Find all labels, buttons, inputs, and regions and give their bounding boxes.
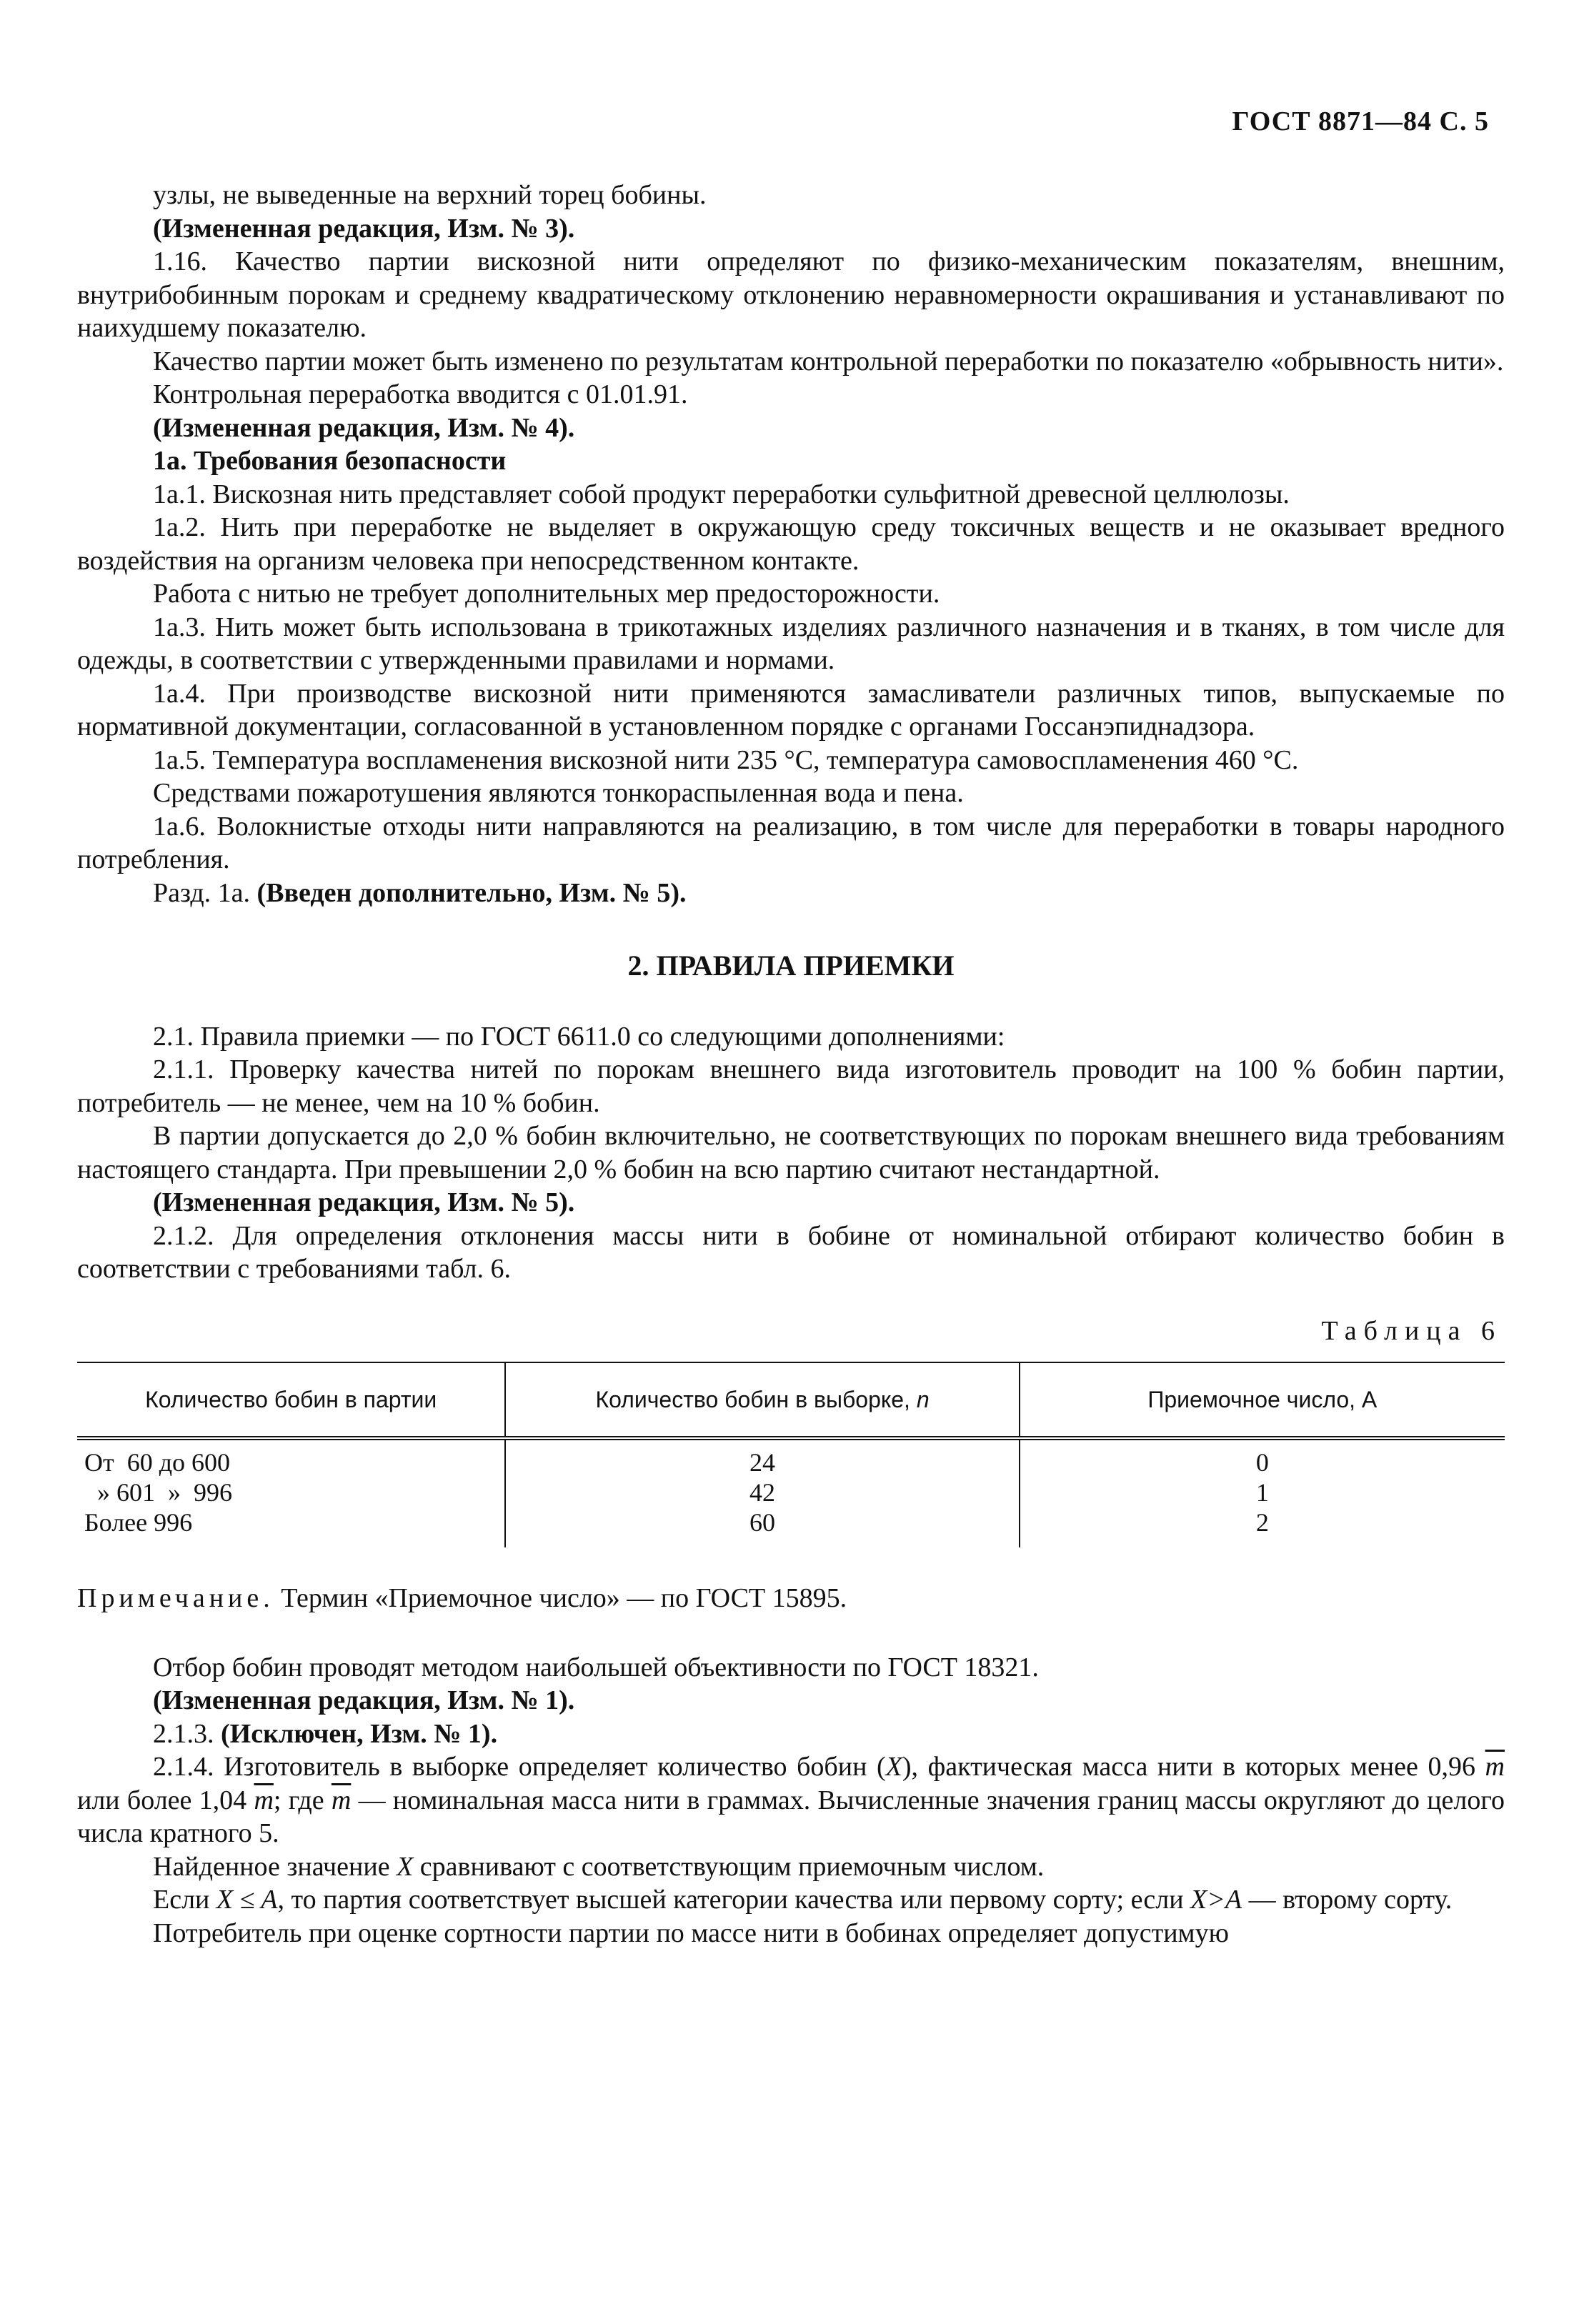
paragraph: Средствами пожаротушения являются тонкораспыленная вода и пена.: [153, 778, 964, 808]
paragraph: 1а.3. Нить может быть использована в трикотажных изделиях различного назначения и в тканях, в том числе для одежды, в соответствии с утвержденными правилами и нормами.: [77, 612, 1505, 675]
paragraph: 1.16. Качество партии вискозной нити определяют по физико-механическим показателям, внешним, внутрибобинным порокам и среднему квадратическому отклонению неравномерности окрашивания и устанавливают по наихудшему показателю.: [77, 246, 1505, 343]
section-2-paragraphs: [77, 1020, 1505, 1286]
cond-text-b: , то партия соответствует высшей категории качества или первому сорту; если: [277, 1885, 1191, 1915]
cond-text-c: — второму сорту.: [1242, 1885, 1453, 1915]
paragraph: 2.1.1. Проверку качества нитей по порокам внешнего вида изготовитель проводит на 100 % бобин партии, потребитель — не менее, чем на 10 % бобин.: [77, 1054, 1505, 1118]
var-x: X: [885, 1752, 902, 1782]
paragraph-condition: [77, 1883, 1505, 1917]
table-note: [77, 1582, 1505, 1615]
paragraph: 1а.1. Вискозная нить представляет собой продукт переработки сульфитной древесной целлюлозы.: [153, 479, 1290, 509]
condition-le: X ≤ A: [216, 1885, 278, 1915]
p213-bold: (Исключен, Изм. № 1).: [221, 1718, 498, 1749]
paragraph-2-1-3: [77, 1717, 1505, 1751]
table-cell: » 601 » 996: [77, 1477, 505, 1507]
paragraph: В партии допускается до 2,0 % бобин включительно, не соответствующих по порокам внешнего вида требованиям настоящего стандарта. При превышении 2,0 % бобин на всю партию считают нестандартной.: [77, 1121, 1505, 1185]
table-cell: 1: [1255, 1478, 1269, 1507]
table-header-cell: [505, 1362, 1019, 1438]
document-body: [77, 179, 1505, 1950]
razd-bold: (Введен дополнительно, Изм. № 5).: [256, 877, 687, 908]
var-m-bar: $\overline{m}$: [254, 1785, 274, 1815]
table-cell: 24: [505, 1438, 1019, 1477]
section-2-continued: [77, 1651, 1505, 1717]
table-cell: От 60 до 600: [77, 1438, 505, 1477]
page-header: ГОСТ 8871—84 С. 5: [1232, 106, 1489, 136]
paragraph: узлы, не выведенные на верхний торец бобины.: [153, 180, 707, 210]
table-header-cell: Приемочное число, А: [1020, 1362, 1505, 1438]
var-m-bar: $\overline{m}$: [1485, 1752, 1505, 1782]
paragraph: 1а.5. Температура воспламенения вискозной нити 235 °С, температура самовоспламенения 460 °С.: [153, 744, 1299, 775]
paragraph-last: Потребитель при оценке сортности партии по массе нити в бобинах определяет допустимую: [153, 1917, 1229, 1948]
razd-note: [77, 877, 1505, 910]
section-1-paragraphs: [77, 179, 1505, 877]
var-x: X: [397, 1851, 414, 1882]
p214-text-c: или более 1,04: [77, 1785, 254, 1815]
paragraph: Работа с нитью не требует дополнительных мер предосторожности.: [153, 579, 940, 609]
paragraph: Качество партии может быть изменено по результатам контрольной переработки по показателю «обрывность нити».: [153, 346, 1504, 376]
razd-prefix: Разд. 1а.: [153, 877, 257, 908]
p214-text-b: ), фактическая масса нити в которых менее 0,96: [902, 1752, 1485, 1782]
table-row: [77, 1507, 1505, 1547]
table-row: [77, 1477, 1505, 1507]
p214-text-d: ; где: [273, 1785, 332, 1815]
p214-text-e: — номинальная масса нити в граммах. Вычисленные значения границ массы округляют до целого числа кратного 5.: [77, 1785, 1505, 1848]
table-header-cell: Количество бобин в партии: [77, 1362, 505, 1438]
table-6: [77, 1362, 1505, 1547]
paragraph: Отбор бобин проводят методом наибольшей объективности по ГОСТ 18321.: [153, 1652, 1039, 1682]
paragraph: (Измененная редакция, Изм. № 5).: [153, 1187, 575, 1217]
table-body: [77, 1438, 1505, 1547]
found-text-b: сравнивают с соответствующим приемочным числом.: [413, 1851, 1045, 1882]
paragraph: (Измененная редакция, Изм. № 1).: [153, 1685, 575, 1715]
paragraph: 1а.2. Нить при переработке не выделяет в окружающую среду токсичных веществ и не оказывает вредного воздействия на организм человека при непосредственном контакте.: [77, 512, 1505, 576]
paragraph: 2.1. Правила приемки — по ГОСТ 6611.0 со следующими дополнениями:: [153, 1021, 1005, 1052]
table-header-text: Количество бобин в выборке,: [595, 1387, 917, 1412]
table-caption: Таблица 6: [1321, 1315, 1502, 1346]
p214-text-a: 2.1.4. Изготовитель в выборке определяет количество бобин (: [153, 1752, 886, 1782]
note-label: Примечание.: [77, 1583, 274, 1613]
paragraph: (Измененная редакция, Изм. № 3).: [153, 213, 575, 244]
paragraph: (Измененная редакция, Изм. № 4).: [153, 412, 575, 443]
var-m-bar: $\overline{m}$: [331, 1785, 352, 1815]
paragraph-found-value: [77, 1850, 1505, 1884]
section-title: 2. ПРАВИЛА ПРИЕМКИ: [627, 949, 955, 982]
table-cell: 60: [505, 1507, 1019, 1547]
table-header-n: n: [916, 1387, 930, 1412]
table-cell: 42: [505, 1477, 1019, 1507]
table-header-row: [77, 1362, 1505, 1438]
condition-gt: X>A: [1190, 1885, 1242, 1915]
table-cell: 2: [1255, 1508, 1269, 1537]
paragraph: 2.1.2. Для определения отклонения массы нити в бобине от номинальной отбирают количество бобин в соответствии с требованиями табл. 6.: [77, 1220, 1505, 1284]
note-text: Термин «Приемочное число» — по ГОСТ 15895.: [274, 1583, 847, 1613]
cond-text-a: Если: [153, 1885, 216, 1915]
paragraph: 1а. Требования безопасности: [153, 446, 507, 476]
paragraph: Контрольная переработка вводится с 01.01.91.: [153, 379, 688, 409]
paragraph: 1а.4. При производстве вискозной нити применяются замасливатели различных типов, выпускаемые по нормативной документации, согласованной в установленном порядке с органами Госсанэпиднадзора.: [77, 678, 1505, 742]
p213-prefix: 2.1.3.: [153, 1718, 221, 1749]
paragraph: 1а.6. Волокнистые отходы нити направляются на реализацию, в том числе для переработки в товары народного потребления.: [77, 811, 1505, 874]
found-text-a: Найденное значение: [153, 1851, 397, 1882]
table-cell: Более 996: [77, 1507, 505, 1547]
table-cell: 0: [1255, 1448, 1269, 1477]
paragraph-2-1-4: [77, 1750, 1505, 1850]
table-row: [77, 1438, 1505, 1477]
